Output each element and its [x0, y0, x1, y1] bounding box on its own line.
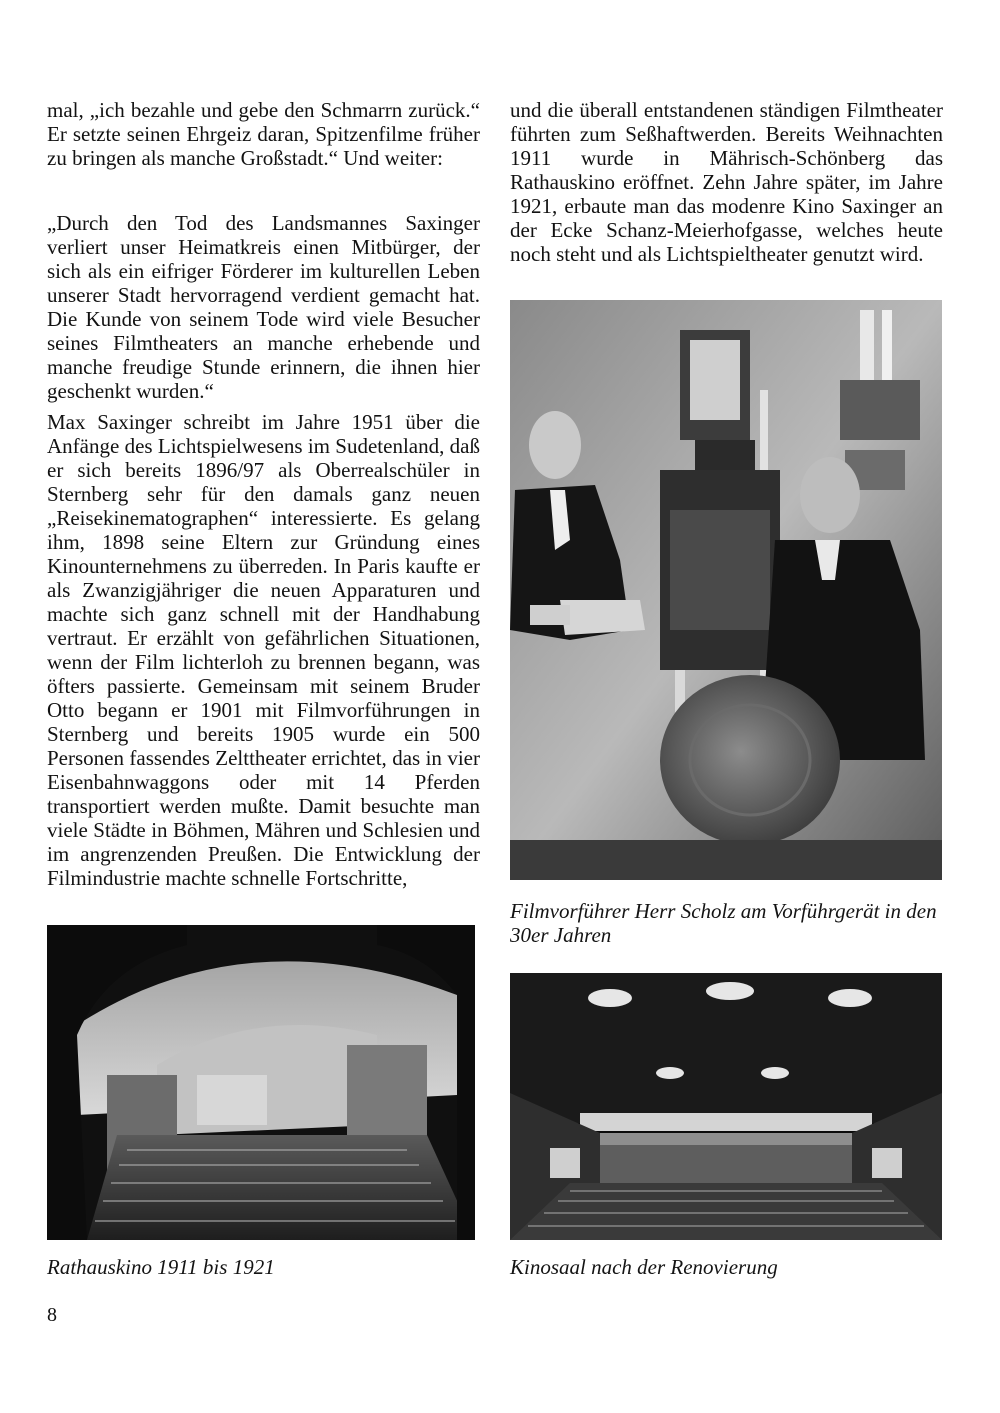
kinosaal-photo: [510, 973, 942, 1240]
quote-paragraph: „Durch den Tod des Landsmannes Saxinger verliert unser Heimatkreis einen Mitbürger, der sich als ein eifriger Förderer im kulturellen Leben unserer Stadt hervorragend verdient gemacht hat. Die Kunde von seinem Tode wird viele Besucher seines Filmtheaters an manche erhebende und manche freudige Stunde erinnern, die ihnen hier geschenkt wurden.“: [47, 211, 480, 403]
page-number: 8: [47, 1304, 57, 1326]
projector-caption: Filmvorführer Herr Scholz am Vorführgerät in den 30er Jahren: [510, 899, 937, 947]
kinosaal-caption: Kinosaal nach der Renovierung: [510, 1255, 778, 1279]
kinosaal-photo-image: [510, 973, 942, 1240]
rathauskino-photo: [47, 925, 475, 1240]
rathauskino-caption: Rathauskino 1911 bis 1921: [47, 1255, 275, 1279]
paragraph: Max Saxinger schreibt im Jahre 1951 über die Anfänge des Lichtspielwesens im Sudetenland, daß er sich bereits 1896/97 als Oberrealschüler in Sternberg sehr für den damals ganz neuen „Reisekinematographen“ interessierte. Es gelang ihm, 1898 seine Eltern zur Gründung eines Kinounternehmens zu überreden. In Paris kaufte er als Zwanzigjähriger die neuen Apparaturen und machte sich ganz schnell mit der Handhabung vertraut. Er erzählt von gefährlichen Situationen, wenn der Film lichterloh zu brennen begann, was öfters passierte. Gemeinsam mit seinem Bruder Otto begann er 1901 mit Filmvorführungen in Sternberg und bereits 1905 wurde ein 500 Personen fassendes Zelttheater errichtet, das in vier Eisenbahnwaggons oder mit 14 Pferden transportiert werden mußte. Damit besuchte man viele Städte in Böhmen, Mähren und Schlesien und im angrenzenden Preußen. Die Entwicklung der Filmindustrie machte schnelle Fortschritte,: [47, 410, 480, 890]
paragraph: und die überall entstandenen ständigen Filmtheater führten zum Seßhaftwerden. Bereits Weihnachten 1911 wurde in Mährisch-Schönberg das Rathauskino eröffnet. Zehn Jahre später, im Jahre 1921, erbaute man das modenre Kino Saxinger an der Ecke Schanz-Meierhofgasse, welches heute noch steht und als Lichtspieltheater genutzt wird.: [510, 98, 943, 266]
projector-photo: [510, 300, 942, 880]
rathauskino-photo-image: [47, 925, 475, 1240]
paragraph: mal, „ich bezahle und gebe den Schmarrn zurück.“ Er setzte seinen Ehrgeiz daran, Spitzenfilme früher zu bringen als manche Großstadt.“ Und weiter:: [47, 98, 480, 170]
projector-photo-image: [510, 300, 942, 880]
